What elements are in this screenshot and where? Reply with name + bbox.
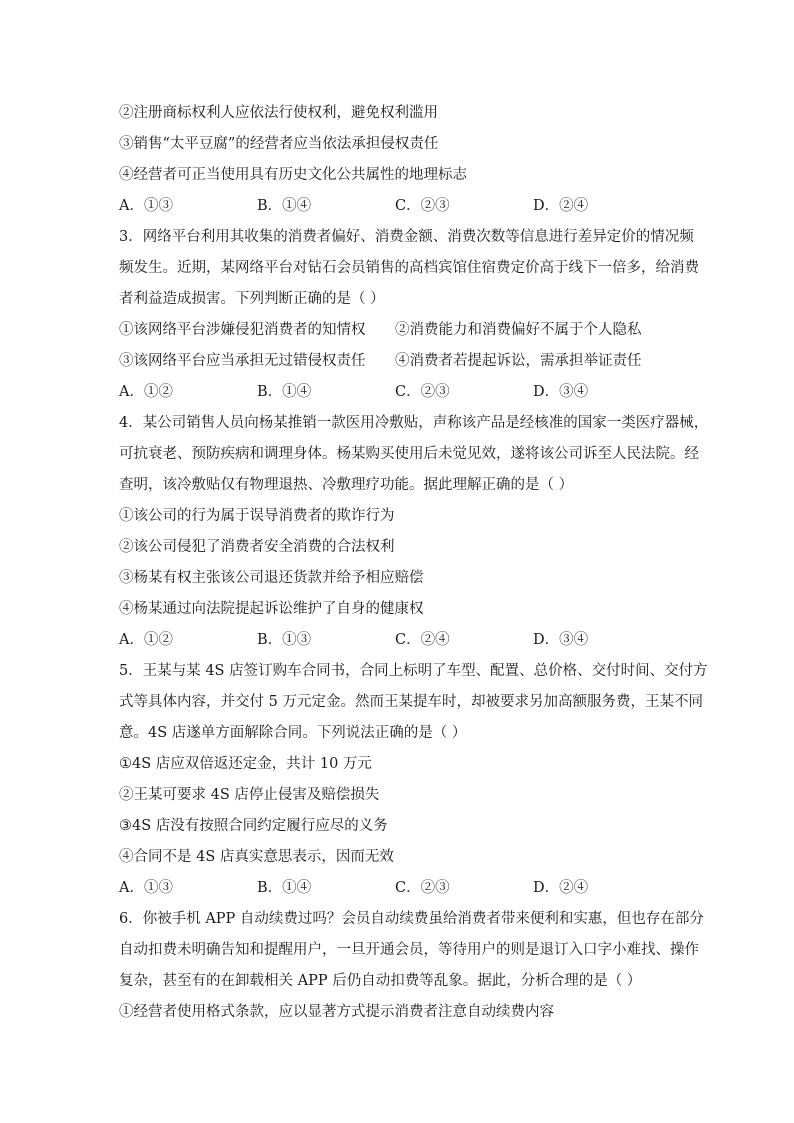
q3-option-d: D．③④ <box>533 384 589 400</box>
q5-options <box>119 873 679 904</box>
q5-stem-line-3: 意。4S 店遂单方面解除合同。下列说法正确的是（ ） <box>119 725 467 741</box>
q4-option-a: A．①② <box>119 632 173 648</box>
q5-option-b: B．①④ <box>257 880 312 896</box>
q2-options <box>119 191 679 222</box>
q5-item-2: ②王某可要求 4S 店停止侵害及赔偿损失 <box>119 787 380 803</box>
q3-option-a: A．①② <box>119 384 173 400</box>
q5-option-d: D．②④ <box>533 880 589 896</box>
q5-item-1: ①4S 店应双倍返还定金，共计 10 万元 <box>119 756 372 772</box>
q5-option-a: A．①③ <box>119 880 173 896</box>
q3-stem-line-3: 者利益造成损害。下列判断正确的是（ ） <box>119 291 385 307</box>
q4-options <box>119 625 679 656</box>
q3-options <box>119 377 679 408</box>
q2-option-d: D．②④ <box>533 198 589 214</box>
q4-item-1: ①该公司的行为属于误导消费者的欺诈行为 <box>119 508 395 524</box>
q4-item-4: ④杨某通过向法院提起诉讼维护了自身的健康权 <box>119 601 424 617</box>
q2-option-c: C．②③ <box>395 198 450 214</box>
q2-option-a: A．①③ <box>119 198 173 214</box>
q2-option-b: B．①④ <box>257 198 312 214</box>
q3-item-4: ④消费者若提起诉讼，需承担举证责任 <box>395 353 642 369</box>
q2-item-3: ③销售“太平豆腐”的经营者应当依法承担侵权责任 <box>119 136 439 152</box>
q3-option-b: B．①④ <box>257 384 312 400</box>
q3-items-row-2 <box>119 346 679 377</box>
q4-item-3: ③杨某有权主张该公司退还货款并给予相应赔偿 <box>119 570 424 586</box>
q6-stem-line-3: 复杂，甚至有的在卸载相关 APP 后仍自动扣费等乱象。据此，分析合理的是（ ） <box>119 973 642 989</box>
q3-item-3: ③该网络平台应当承担无过错侵权责任 <box>119 353 366 369</box>
q5-item-3: ③4S 店没有按照合同约定履行应尽的义务 <box>119 818 388 834</box>
q2-item-4: ④经营者可正当使用具有历史文化公共属性的地理标志 <box>119 167 467 183</box>
q4-item-2: ②该公司侵犯了消费者安全消费的合法权利 <box>119 539 395 555</box>
q4-option-c: C．②④ <box>395 632 450 648</box>
q2-item-2: ②注册商标权利人应依法行使权利，避免权利滥用 <box>119 105 438 121</box>
q3-items-row-1 <box>119 315 679 346</box>
q4-stem-line-3: 查明，该冷敷贴仅有物理退热、冷敷理疗功能。据此理解正确的是（ ） <box>119 477 574 493</box>
question-content <box>119 98 709 1028</box>
q4-option-d: D．③④ <box>533 632 589 648</box>
q4-option-b: B．①③ <box>257 632 312 648</box>
q6-stem-line-1: 6．你被手机 APP 自动续费过吗？会员自动续费虽给消费者带来便利和实惠，但也存在部分 <box>119 911 704 927</box>
q5-stem-line-2: 式等具体内容，并交付 5 万元定金。然而王某提车时，却被要求另加高额服务费，王某不同 <box>119 694 703 710</box>
q4-stem-line-1: 4．某公司销售人员向杨某推销一款医用冷敷贴，声称该产品是经核准的国家一类医疗器械， <box>119 415 709 431</box>
q4-stem-line-2: 可抗衰老、预防疾病和调理身体。杨某购买使用后未觉见效，遂将该公司诉至人民法院。经 <box>119 446 699 462</box>
q6-item-1: ①经营者使用格式条款，应以显著方式提示消费者注意自动续费内容 <box>119 1004 554 1020</box>
q6-stem-line-2: 自动扣费未明确告知和提醒用户，一旦开通会员，等待用户的则是退订入口字小难找、操作 <box>119 942 699 958</box>
q5-option-c: C．②③ <box>395 880 450 896</box>
q5-stem-line-1: 5．王某与某 4S 店签订购车合同书，合同上标明了车型、配置、总价格、交付时间、交付方 <box>119 663 708 679</box>
q3-stem-line-1: 3．网络平台利用其收集的消费者偏好、消费金额、消费次数等信息进行差异定价的情况频 <box>119 229 694 245</box>
q3-stem-line-2: 频发生。近期，某网络平台对钻石会员销售的高档宾馆住宿费定价高于线下一倍多，给消费 <box>119 260 699 276</box>
q3-option-c: C．②③ <box>395 384 450 400</box>
q5-item-4: ④合同不是 4S 店真实意思表示，因而无效 <box>119 849 394 865</box>
q3-item-2: ②消费能力和消费偏好不属于个人隐私 <box>395 322 642 338</box>
q3-item-1: ①该网络平台涉嫌侵犯消费者的知情权 <box>119 322 366 338</box>
